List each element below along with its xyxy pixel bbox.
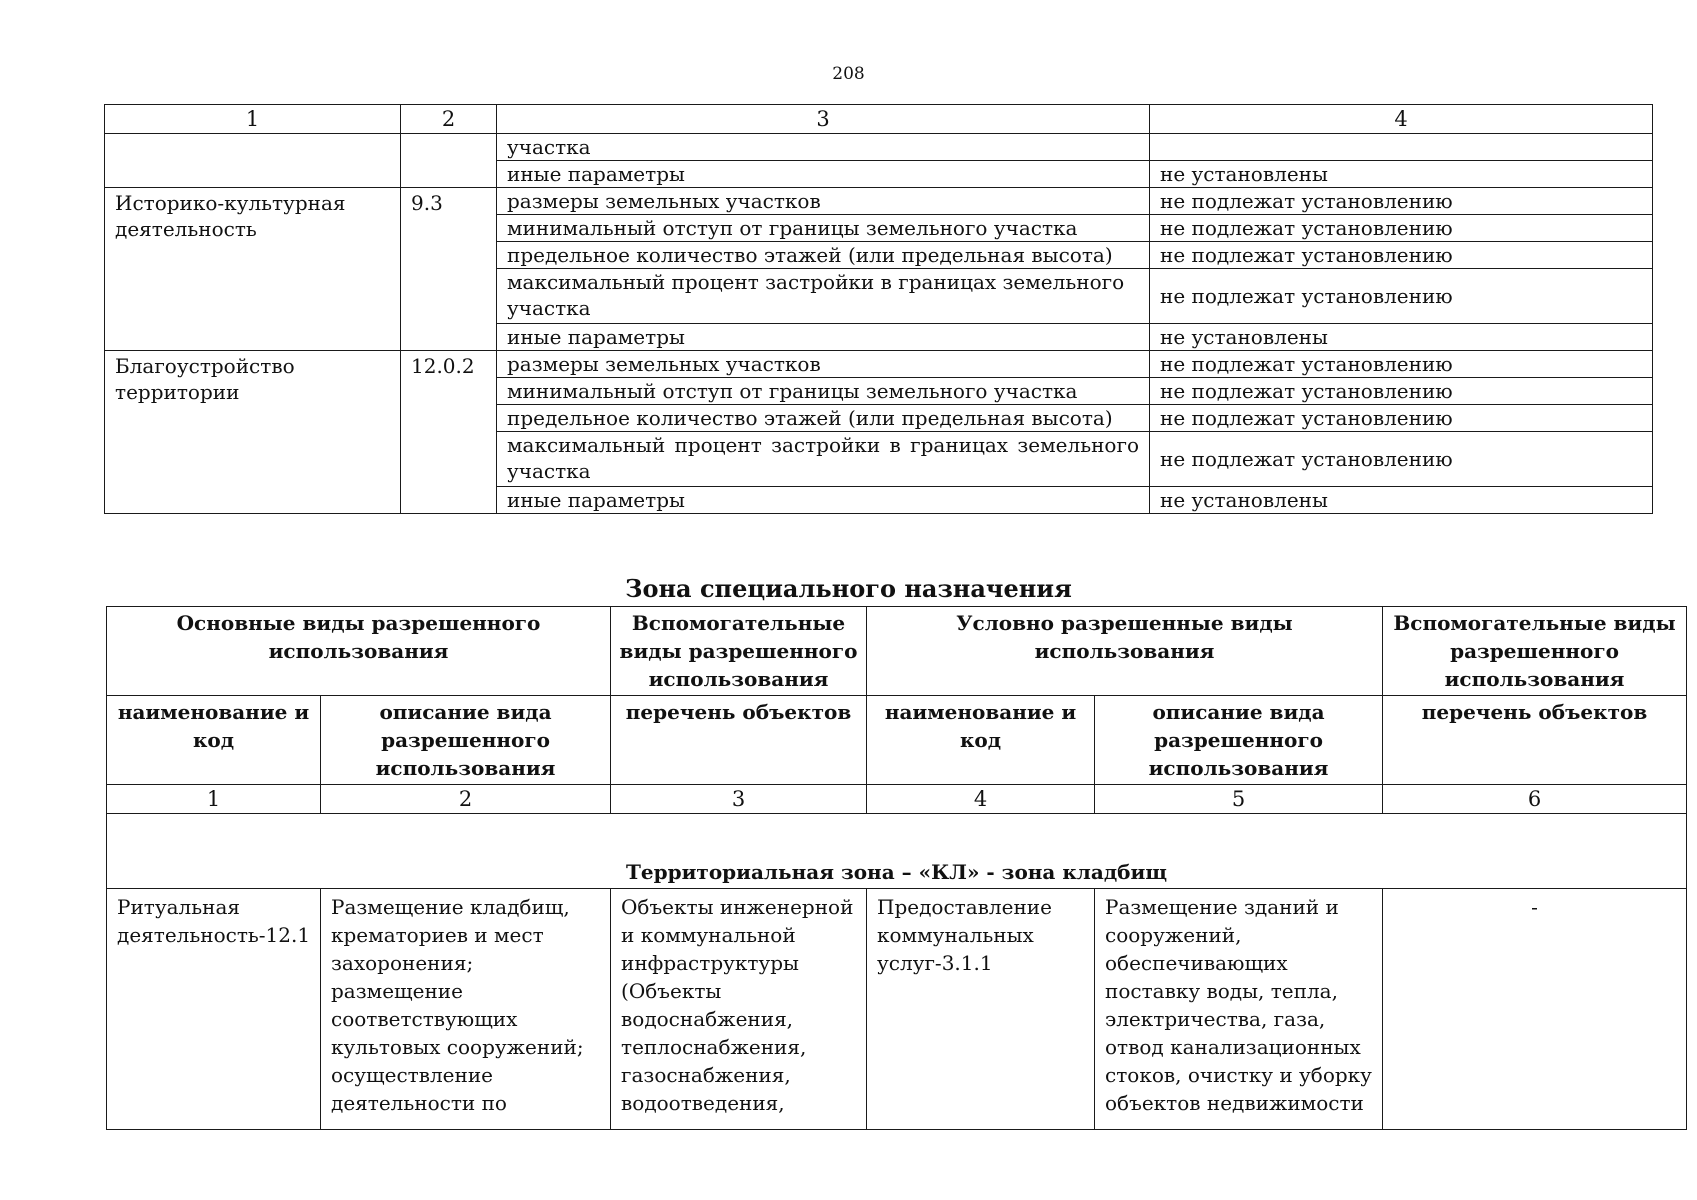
name-code-header: наименование и код <box>107 696 321 785</box>
main-uses-header: Основные виды разрешенного использования <box>107 607 611 696</box>
use-name-code: Ритуальная деятельность-12.1 <box>107 889 321 1130</box>
value-cell: не установлены <box>1150 161 1653 188</box>
column-number-4: 4 <box>1150 105 1653 134</box>
empty-name-cell <box>105 134 401 188</box>
param-cell: максимальный процент застройки в границах земельного участка <box>497 432 1150 487</box>
cond-name-code-header: наименование и код <box>867 696 1095 785</box>
use-type-code: 9.3 <box>401 188 497 351</box>
column-number-row <box>107 785 1687 814</box>
use-type-name: Благоустройство территории <box>105 351 401 514</box>
section-title: Зона специального назначения <box>625 574 1072 603</box>
param-cell: предельное количество этажей (или предельная высота) <box>497 405 1150 432</box>
cond-description-header: описание вида разрешенного использования <box>1095 696 1383 785</box>
column-number-4: 4 <box>867 785 1095 814</box>
value-cell: не подлежат установлению <box>1150 242 1653 269</box>
use-description: Размещение кладбищ, крематориев и мест захоронения; размещение соответствующих культовых сооружений; осуществление деятельности по <box>321 889 611 1130</box>
value-cell: не подлежат установлению <box>1150 432 1653 487</box>
zone-name: Территориальная зона – «КЛ» - зона кладбищ <box>107 814 1687 889</box>
table-row <box>105 188 1653 215</box>
description-header: описание вида разрешенного использования <box>321 696 611 785</box>
group-header-row <box>107 607 1687 696</box>
table-row <box>107 889 1687 1130</box>
param-cell: предельное количество этажей (или предельная высота) <box>497 242 1150 269</box>
aux-uses-header-2: Вспомогательные виды разрешенного использования <box>1383 607 1687 696</box>
value-cell: не подлежат установлению <box>1150 405 1653 432</box>
value-cell: не установлены <box>1150 487 1653 514</box>
use-types-table <box>106 606 1687 1130</box>
column-number-6: 6 <box>1383 785 1687 814</box>
param-cell: минимальный отступ от границы земельного участка <box>497 378 1150 405</box>
column-number-5: 5 <box>1095 785 1383 814</box>
value-cell: не подлежат установлению <box>1150 351 1653 378</box>
column-number-1: 1 <box>105 105 401 134</box>
column-number-2: 2 <box>401 105 497 134</box>
param-cell: размеры земельных участков <box>497 351 1150 378</box>
cond-use-name-code: Предоставление коммунальных услуг-3.1.1 <box>867 889 1095 1130</box>
page-number: 208 <box>832 64 865 84</box>
column-number-3: 3 <box>497 105 1150 134</box>
column-number-1: 1 <box>107 785 321 814</box>
column-number-3: 3 <box>611 785 867 814</box>
value-cell: не подлежат установлению <box>1150 215 1653 242</box>
empty-code-cell <box>401 134 497 188</box>
value-cell: не подлежат установлению <box>1150 188 1653 215</box>
param-cell: минимальный отступ от границы земельного участка <box>497 215 1150 242</box>
use-type-code: 12.0.2 <box>401 351 497 514</box>
header-row <box>105 105 1653 134</box>
use-type-name: Историко-культурная деятельность <box>105 188 401 351</box>
value-cell: не подлежат установлению <box>1150 269 1653 324</box>
value-cell: не подлежат установлению <box>1150 378 1653 405</box>
conditional-uses-header: Условно разрешенные виды использования <box>867 607 1383 696</box>
value-cell: не установлены <box>1150 324 1653 351</box>
table-row <box>105 134 1653 161</box>
parameters-table <box>104 104 1653 514</box>
objects-header: перечень объектов <box>611 696 867 785</box>
objects-list-2: - <box>1383 889 1687 1130</box>
aux-uses-header: Вспомогательные виды разрешенного использования <box>611 607 867 696</box>
param-cell: иные параметры <box>497 324 1150 351</box>
value-cell <box>1150 134 1653 161</box>
table-row <box>105 351 1653 378</box>
param-cell: участка <box>497 134 1150 161</box>
sub-header-row <box>107 696 1687 785</box>
param-cell: размеры земельных участков <box>497 188 1150 215</box>
param-cell: иные параметры <box>497 161 1150 188</box>
objects-list: Объекты инженерной и коммунальной инфраструктуры (Объекты водоснабжения, теплоснабжения, газоснабжения, водоотведения, <box>611 889 867 1130</box>
param-cell: максимальный процент застройки в границах земельного участка <box>497 269 1150 324</box>
cond-use-description: Размещение зданий и сооружений, обеспечивающих поставку воды, тепла, электричества, газа, отвод канализационных стоков, очистку и уборку объектов недвижимости <box>1095 889 1383 1130</box>
param-cell: иные параметры <box>497 487 1150 514</box>
column-number-2: 2 <box>321 785 611 814</box>
objects-header-2: перечень объектов <box>1383 696 1687 785</box>
zone-row <box>107 814 1687 889</box>
